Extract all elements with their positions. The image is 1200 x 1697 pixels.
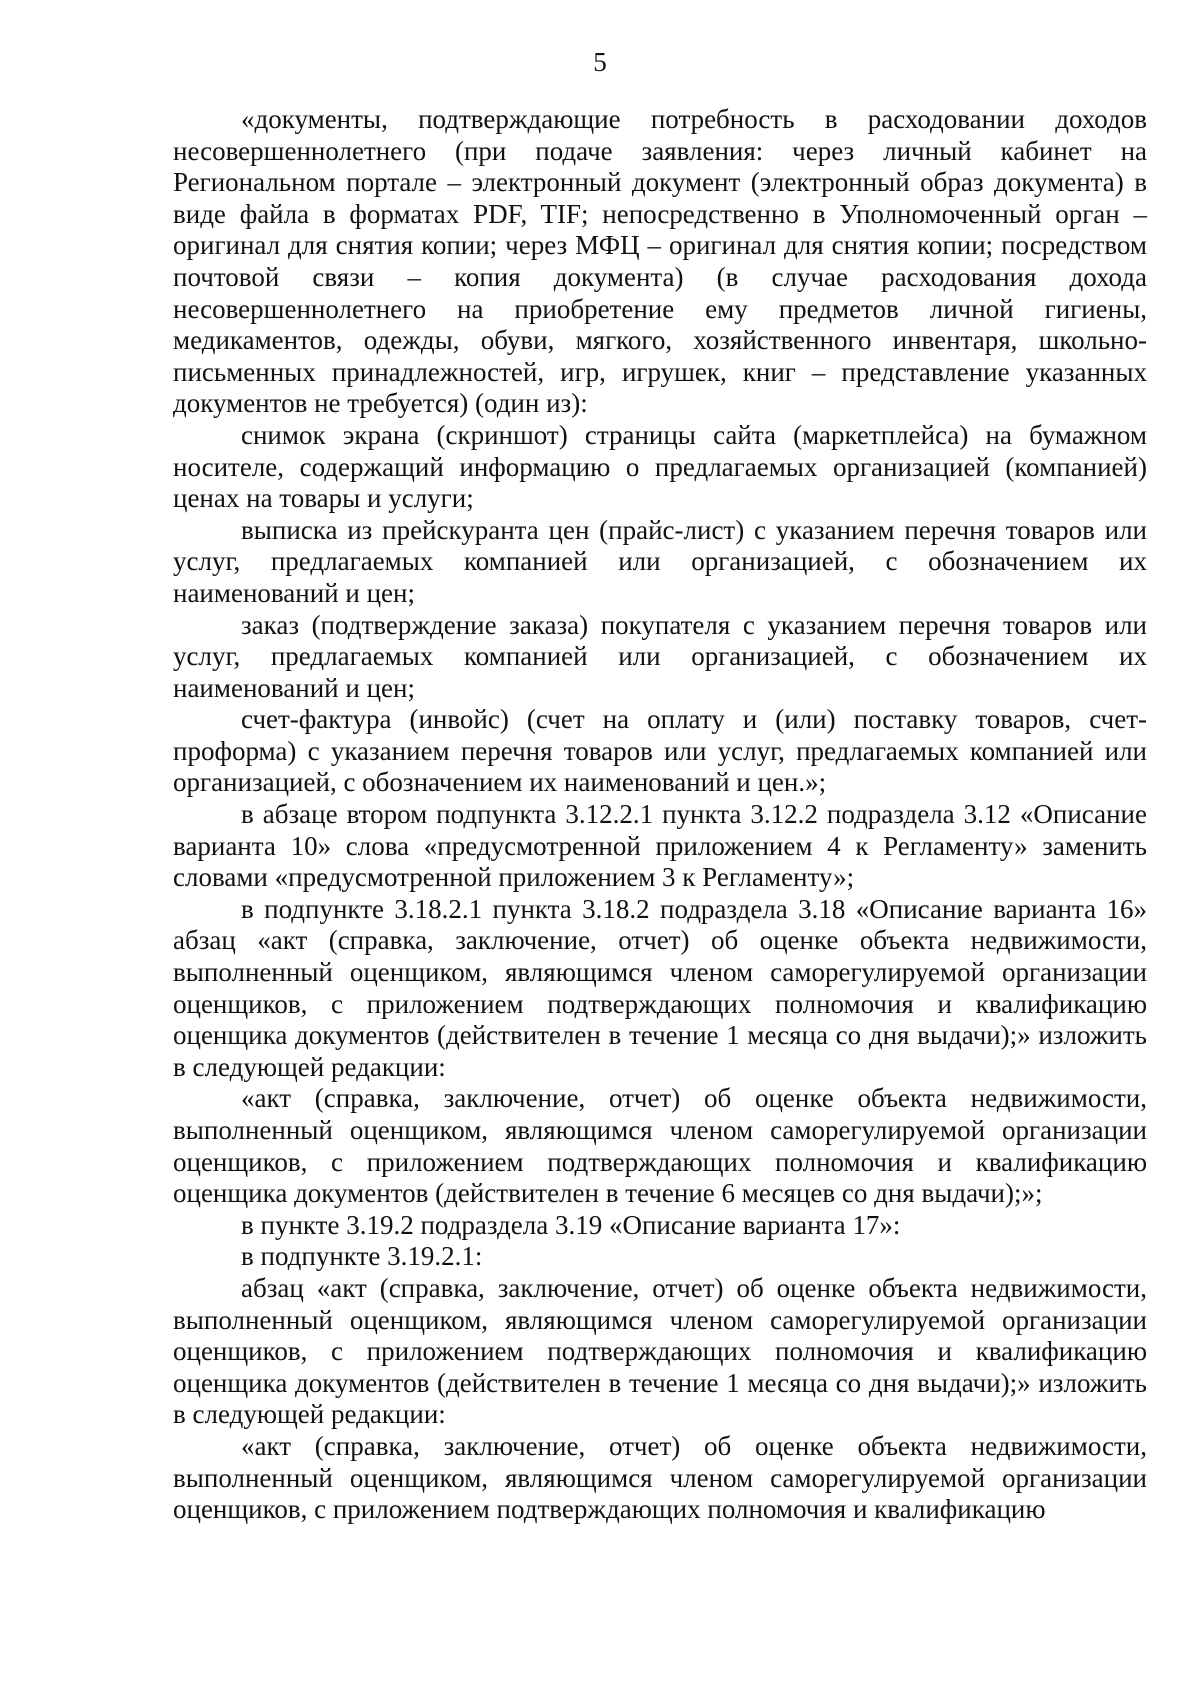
paragraph-amendment-3-19: в пункте 3.19.2 подраздела 3.19 «Описание варианта 17»:	[241, 1209, 901, 1240]
paragraph-documents-list: «документы, подтверждающие потребность в расходовании доходов несовершеннолетнего (при подаче заявления: через личный кабинет на Региональном портале – электронный документ (электронный образ документа) в виде файла в форматах PDF, TIF; непосредственно в Уполномоченный орган – оригинал для снятия копии; через МФЦ – оригинал для снятия копии; посредством почтовой связи – копия документа) (в случае расходования дохода несовершеннолетнего на приобретение ему предметов личной гигиены, медикаментов, одежды, обуви, мягкого, хозяйственного инвентаря, школьно-письменных принадлежностей, игр, игрушек, книг – представление указанных документов не требуется) (один из):	[173, 104, 1147, 419]
page-number: 5	[593, 47, 607, 77]
paragraph-price-list: выписка из прейскуранта цен (прайс-лист) с указанием перечня товаров или услуг, предлагаемых компанией или организацией, с обозначением их наименований и цен;	[173, 514, 1147, 608]
paragraph-old-wording-3-19: абзац «акт (справка, заключение, отчет) об оценке объекта недвижимости, выполненный оценщиком, являющимся членом саморегулируемой организации оценщиков, с приложением подтверждающих полномочия и квалификацию оценщика документов (действителен в течение 1 месяца со дня выдачи);» изложить в следующей редакции:	[173, 1272, 1147, 1430]
paragraph-amendment-3-12: в абзаце втором подпункта 3.12.2.1 пункта 3.12.2 подраздела 3.12 «Описание варианта 10» слова «предусмотренной приложением 4 к Регламенту» заменить словами «предусмотренной приложением 3 к Регламенту»;	[173, 799, 1147, 893]
paragraph-invoice: счет-фактура (инвойс) (счет на оплату и (или) поставку товаров, счет-проформа) с указанием перечня товаров или услуг, предлагаемых компанией или организацией, с обозначением их наименований и цен.»;	[173, 704, 1147, 798]
paragraph-screenshot: снимок экрана (скриншот) страницы сайта (маркетплейса) на бумажном носителе, содержащий информацию о предлагаемых организацией (компанией) ценах на товары и услуги;	[173, 419, 1147, 514]
paragraph-new-wording-3-19: «акт (справка, заключение, отчет) об оценке объекта недвижимости, выполненный оценщиком, являющимся членом саморегулируемой организации оценщиков, с приложением подтверждающих полномочия и квалификацию	[173, 1430, 1147, 1525]
paragraph-subitem-3-19-2-1: в подпункте 3.19.2.1:	[241, 1241, 483, 1272]
paragraph-amendment-3-18: в подпункте 3.18.2.1 пункта 3.18.2 подраздела 3.18 «Описание варианта 16» абзац «акт (справка, заключение, отчет) об оценке объекта недвижимости, выполненный оценщиком, являющимся членом саморегулируемой организации оценщиков, с приложением подтверждающих полномочия и квалификацию оценщика документов (действителен в течение 1 месяца со дня выдачи);» изложить в следующей редакции:	[173, 893, 1147, 1082]
paragraph-new-wording-3-18: «акт (справка, заключение, отчет) об оценке объекта недвижимости, выполненный оценщиком, являющимся членом саморегулируемой организации оценщиков, с приложением подтверждающих полномочия и квалификацию оценщика документов (действителен в течение 6 месяцев со дня выдачи);»;	[173, 1083, 1147, 1209]
document-body	[173, 104, 1147, 1526]
paragraph-order: заказ (подтверждение заказа) покупателя с указанием перечня товаров или услуг, предлагаемых компанией или организацией, с обозначением их наименований и цен;	[173, 609, 1147, 703]
